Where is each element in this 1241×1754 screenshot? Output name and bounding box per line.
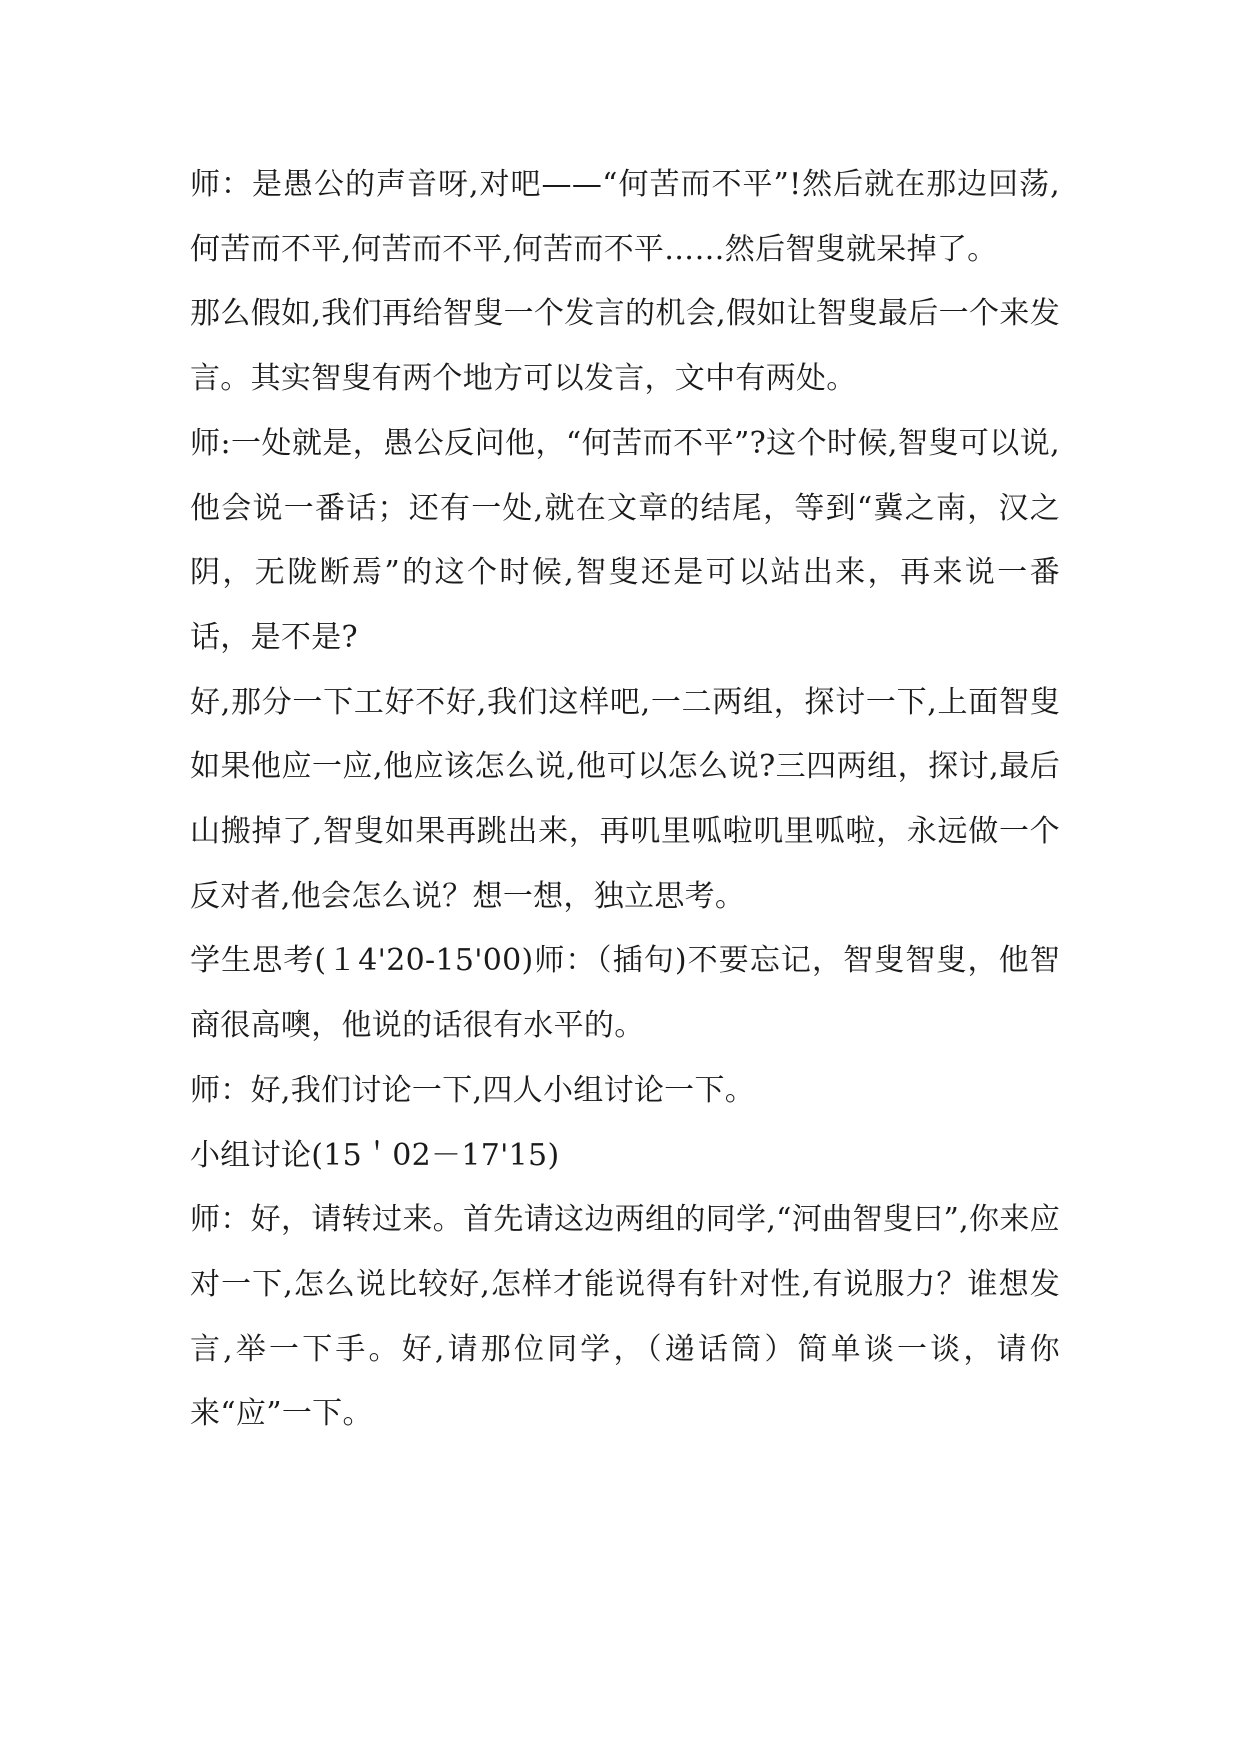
paragraph-group-discussion-time: 小组讨论(15＇02－17'15) <box>190 1137 560 1173</box>
document-body <box>190 153 1060 1447</box>
paragraph-teacher-echo: 师：是愚公的声音呀,对吧——“何苦而不平”!然后就在那边回荡,何苦而不平,何苦而不平,何苦而不平……然后智叟就呆掉了。 <box>190 167 1060 267</box>
paragraph-give-chance: 那么假如,我们再给智叟一个发言的机会,假如让智叟最后一个来发言。其实智叟有两个地方可以发言，文中有两处。 <box>190 296 1060 397</box>
paragraph-discuss: 师：好,我们讨论一下,四人小组讨论一下。 <box>190 1072 756 1108</box>
paragraph-group-assignment: 好,那分一下工好不好,我们这样吧,一二两组，探讨一下,上面智叟如果他应一应,他应该怎么说,他可以怎么说?三四两组，探讨,最后山搬掉了,智叟如果再跳出来，再叽里呱啦叽里呱啦，永远做一个反对者,他会怎么说？想一想，独立思考。 <box>190 684 1060 914</box>
paragraph-two-places: 师:一处就是，愚公反问他，“何苦而不平”?这个时候,智叟可以说,他会说一番话；还有一处,就在文章的结尾，等到“冀之南，汉之阴，无陇断焉”的这个时候,智叟还是可以站出来，再来说一番话，是不是? <box>190 425 1060 655</box>
paragraph-student-thinking: 学生思考(１4'20-15'00)师：（插句)不要忘记，智叟智叟，他智商很高噢，他说的话很有水平的。 <box>190 943 1060 1044</box>
paragraph-turn-around: 师：好，请转过来。首先请这边两组的同学,“河曲智叟曰”,你来应对一下,怎么说比较好,怎样才能说得有针对性,有说服力？谁想发言,举一下手。好,请那位同学，（递话筒）简单谈一谈，请你来“应”一下。 <box>190 1202 1060 1432</box>
